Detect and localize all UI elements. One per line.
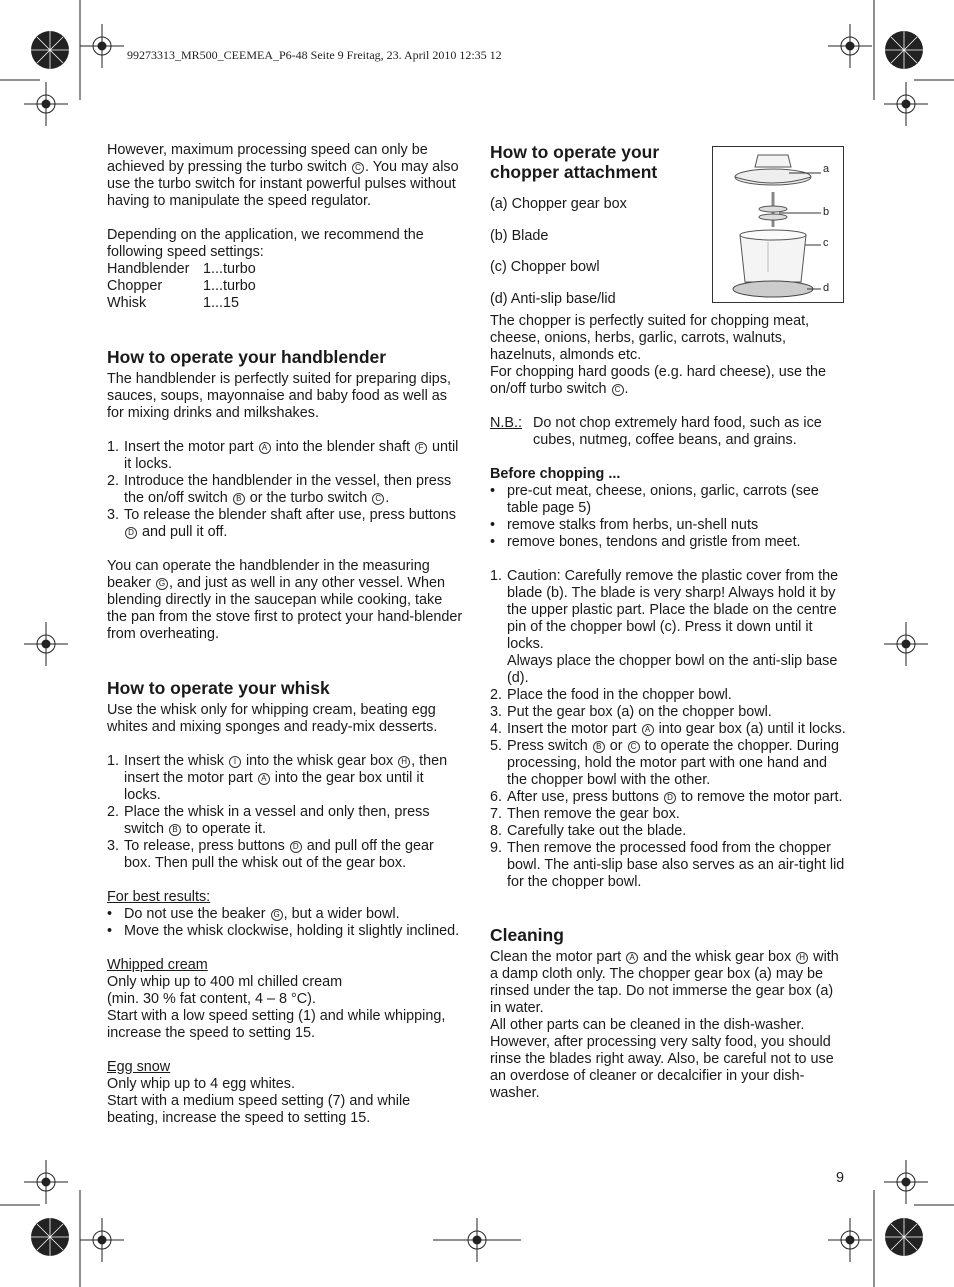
whisk-intro: Use the whisk only for whipping cream, beating egg whites and mixing sponges and ready-mix desserts. [107,702,438,735]
figure-label-a: a [823,163,830,175]
figure-label-b: b [823,206,830,218]
list-item: • remove stalks from herbs, un-shell nuts [490,517,759,533]
settings-row: Handblender 1...turbo [107,261,256,277]
whipped-cream-title: Whipped cream [107,957,208,973]
list-item: 1. Caution: Carefully remove the plastic cover from the blade (b). The blade is very sharp! Always hold it by the upper plastic part. Place the blade on the centre pin of the chopper bowl (c). Press it down until it locks. Always place the chopper bowl on the anti-slip base (d). [490,568,839,686]
cleaning-paragraph: All other parts can be cleaned in the dish-washer. However, after processing very salty food, you should rinse the blades right away. Also, be careful not to use an overdose of cleaner or decalcifier in your dish-washer. [490,1017,834,1101]
symbol-a-icon: A [642,724,654,736]
symbol-a-icon: A [258,773,270,785]
handblender-steps [107,439,463,541]
best-results-list [107,906,463,940]
symbol-f-icon: F [415,442,427,454]
list-item: 4. Insert the motor part A into gear box (a) until it locks. [490,721,846,737]
list-item: • Move the whisk clockwise, holding it slightly inclined. [107,923,460,939]
left-column [107,142,463,1127]
chopper-header [490,142,702,322]
chopper-hard-goods: For chopping hard goods (e.g. hard cheese), use the on/off turbo switch C . [490,364,826,397]
cleaning-paragraph: Clean the motor part A and the whisk gear box H with a damp cloth only. The chopper gear box (a) may be rinsed under the tap. Do not immerse the gear box (a) in water. [490,949,839,1016]
cream-line: Start with a low speed setting (1) and while whipping, increase the speed to setting 15. [107,1008,446,1041]
nb-text: Do not chop extremely hard food, such as ice cubes, nutmeg, coffee beans, and grains. [533,415,822,448]
symbol-g-icon: G [271,909,283,921]
symbol-h-icon: H [398,756,410,768]
list-item: • remove bones, tendons and gristle from meet. [490,534,801,550]
list-item: 8. Carefully take out the blade. [490,823,687,839]
nb-label: N.B.: [490,415,522,431]
chopper-heading: How to operate your chopper attachment [490,142,660,182]
symbol-g-icon: G [156,578,168,590]
list-item: 5. Press switch B or C to operate the chopper. During processing, hold the motor part with one hand and the chopper bowl with the other. [490,738,839,788]
symbol-a-icon: A [626,952,638,964]
best-results-title: For best results: [107,889,211,905]
symbol-b-icon: B [233,493,245,505]
symbol-c-icon: C [372,493,384,505]
symbol-d-icon: D [290,841,302,853]
list-item: 9. Then remove the processed food from the chopper bowl. The anti-slip base also serves as an air-tight lid for the chopper bowl. [490,840,845,890]
intro-paragraph: However, maximum processing speed can only be achieved by pressing the turbo switch C . You may also use the turbo switch for instant powerful pulses without having to manipulate the speed regulator. [107,142,459,209]
list-item: • pre-cut meat, cheese, onions, garlic, carrots (see table page 5) [490,483,819,516]
handblender-outro: You can operate the handblender in the measuring beaker G , and just as well in any other vessel. When blending directly in the saucepan while cooking, take the pan from the stove first to protect your hand-blender from overheating. [107,558,463,642]
print-slug: 99273313_MR500_CEEMEA_P6-48 Seite 9 Freitag, 23. April 2010 12:35 12 [127,48,502,62]
list-item: 1. Insert the whisk I into the whisk gear box H , then insert the motor part A into the gear box until it locks. [107,753,448,803]
list-item: 2. Place the whisk in a vessel and only then, press switch B to operate it. [107,804,430,837]
list-item: 3. To release, press buttons D and pull off the gear box. Then pull the whisk out of the gear box. [107,838,434,871]
cleaning-heading: Cleaning [490,925,564,945]
handblender-heading: How to operate your handblender [107,347,387,367]
settings-row: Chopper 1...turbo [107,278,256,294]
list-item: • Do not use the beaker G , but a wider bowl. [107,906,400,922]
egg-snow-title: Egg snow [107,1059,171,1075]
part-item: (c) Chopper bowl [490,259,600,276]
before-chopping-title: Before chopping ... [490,466,621,482]
nb-note [490,415,846,449]
part-item: (d) Anti-slip base/lid [490,290,616,307]
page-number: 9 [836,1170,845,1186]
symbol-c-icon: C [352,162,364,174]
right-column [490,313,846,1102]
egg-line: Start with a medium speed setting (7) and while beating, increase the speed to setting 15. [107,1093,411,1126]
list-item: 6. After use, press buttons D to remove the motor part. [490,789,843,805]
list-item: 7. Then remove the gear box. [490,806,680,822]
cream-line: Only whip up to 400 ml chilled cream [107,974,343,990]
list-item: 2. Introduce the handblender in the vessel, then press the on/off switch B or the turbo switch C . [107,473,452,506]
part-item: (b) Blade [490,227,549,244]
symbol-h-icon: H [796,952,808,964]
symbol-i-icon: I [229,756,241,768]
symbol-a-icon: A [259,442,271,454]
chopper-steps [490,568,846,891]
list-item: 3. To release the blender shaft after use, press buttons D and pull it off. [107,507,456,540]
cream-line: (min. 30 % fat content, 4 – 8 °C). [107,991,316,1007]
speed-intro: Depending on the application, we recommend the following speed settings: [107,227,424,260]
symbol-c-icon: C [628,741,640,753]
symbol-b-icon: B [169,824,181,836]
part-item: (a) Chopper gear box [490,196,627,213]
list-item: 2. Place the food in the chopper bowl. [490,687,732,703]
symbol-b-icon: B [593,741,605,753]
handblender-intro: The handblender is perfectly suited for preparing dips, sauces, soups, mayonnaise and baby food as well as for mixing drinks and milkshakes. [107,371,451,421]
settings-row: Whisk 1...15 [107,295,240,311]
chopper-intro: The chopper is perfectly suited for chopping meat, cheese, onions, herbs, garlic, carrots, walnuts, hazelnuts, almonds etc. [490,313,810,363]
figure-label-d: d [823,282,830,294]
symbol-c-icon: C [612,384,624,396]
whisk-steps [107,753,463,872]
symbol-d-icon: D [664,792,676,804]
list-item: 1. Insert the motor part A into the blender shaft F until it locks. [107,439,459,472]
before-chopping-list [490,483,846,551]
egg-line: Only whip up to 4 egg whites. [107,1076,295,1092]
figure-label-c: c [823,237,829,249]
whisk-heading: How to operate your whisk [107,678,330,698]
symbol-d-icon: D [125,527,137,539]
list-item: 3. Put the gear box (a) on the chopper bowl. [490,704,772,720]
speed-settings-table [107,261,256,312]
chopper-illustration [712,146,844,303]
